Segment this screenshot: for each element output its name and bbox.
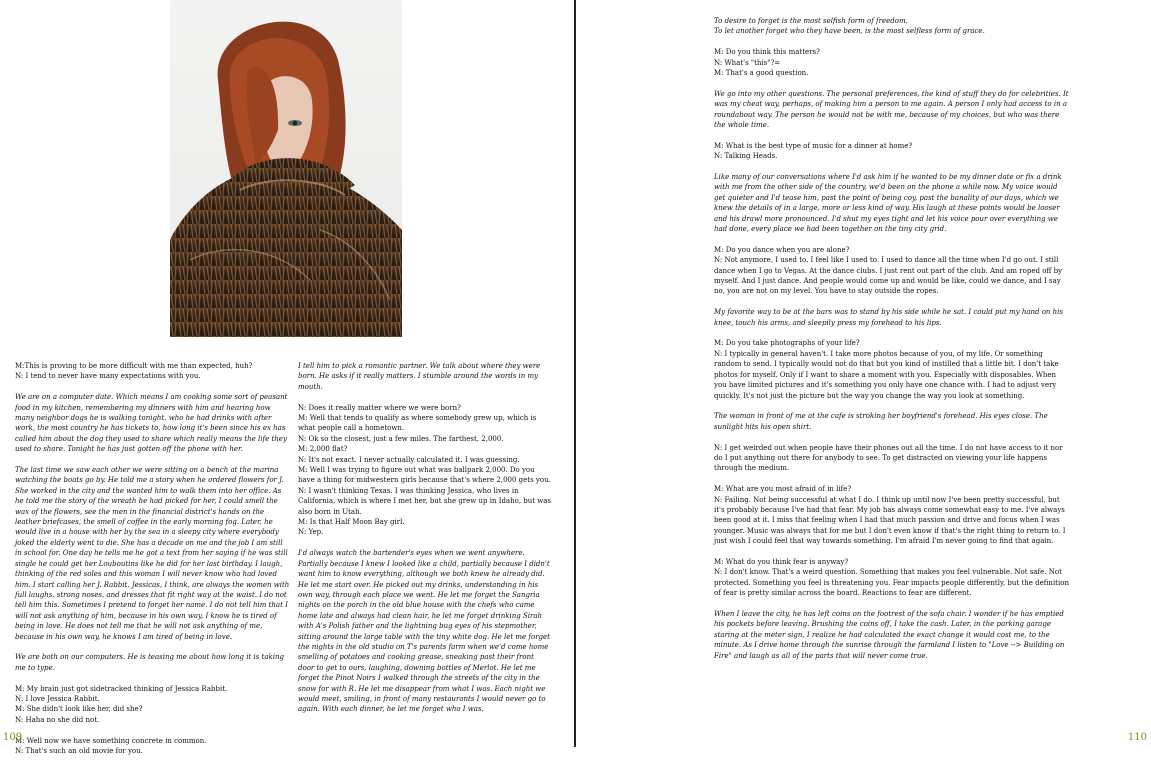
paragraph: M: My brain just got sidetracked thinking of Jessica Rabbit. N: I love Jessica Rabbit. M: She didn't look like her, did she? N: Haha no she did not. (15, 684, 228, 724)
paragraph: My favorite way to be at the bars was to stand by his side while he sat. I could put my hand on his knee, touch his arms, and sleepily press my forehead to his lips. (714, 308, 1063, 327)
paragraph: The woman in front of me at the cafe is stroking her boyfriend's forehead. His eyes close. The sunlight hits his open shirt. (714, 412, 1048, 431)
paragraph: M: Well now we have something concrete in common. N: That's such an old movie for you. (15, 736, 207, 755)
paragraph: M: What do you think fear is anyway? N: I don't know. That's a weird question. Something that makes you feel vulnerable. Not safe. Not protected. Something you feel is threatening you. Fear impacts people differently, but the definition of fear is pretty similar across the board. Reactions to fear are different. (714, 557, 1069, 598)
paragraph: We go into my other questions. The personal preferences, the kind of stuff they do for celebrities. It was my cheat way, perhaps, of making him a person to me again. A person I only had access to in a roundabout way. The person he would not be with me, because of my choices, but who was there the whole time. (714, 89, 1069, 130)
portrait-photo (170, 0, 402, 337)
paragraph: M: Do you dance when you are alone? N: Not anymore, I used to. I feel like I used to. I used to dance all the time when I'd go out. I still dance when I go to Vegas. At the dance clubs. I just rent out part of the club. And am roped off by myself. And I just dance. And people would come up and would be like, could we dance, and I say no, you are not on my level. You have to stay outside the ropes. (714, 245, 1063, 296)
left-text-column (15, 361, 290, 767)
paragraph: The last time we saw each other we were sitting on a bench at the marina watching the boats go by. He told me a story when he ordered flowers for J. She worked in the city and the wanted him to walk them into her office. As he told me the story of the wreath he had picked for her, I could smell the wax of the flowers, see the men in the financial district's hands on the leather briefcases, the smell of coffee in the early morning fog. Later, he would live in a house with her by the sea in a sleepy city where everybody joked the elderly went to die. She has a decade on me and the job I am still in school for. One day he tells me he got a text from her saying if he was still single he could get her Louboutins like he did for her last birthday. I laugh, thinking of the red soles and this woman I will never know who had loved him. I start calling her J. Rabbit. Jessicas, I think, are always the women with full laughs, strong noses, and dresses that fit right way at the waist. I do not tell him this. Sometimes I pretend to forget her name. I do not tell him that I will not ask anything of him, because in his own way, I know he is tired of being in love. He does not tell me that he will not ask anything of me, because in his own way, he knows I am tired of being in love. (15, 466, 290, 641)
portrait-illustration (170, 0, 402, 337)
paragraph: When I leave the city, he has left coins on the footrest of the sofa chair. I wonder if he has emptied his pockets before leaving. Brushing the coins off, I take the cash. Later, in the parking garage staring at the meter sign, I realize he had calculated the exact change it would cost me, to the minute. As I drive home through the sunrise through the farmland I listen to "Love --> Building on Fire" and laugh as all of the parts that will never come true. (714, 609, 1065, 660)
paragraph: M: What is the best type of music for a dinner at home? N: Talking Heads. (714, 141, 913, 161)
middle-text-column (298, 361, 552, 725)
page-number-left: 109 (3, 732, 23, 743)
paragraph: N: Does it really matter where we were born? M: Well that tends to qualify as where somebody grew up, which is what people call a hometown. N: Ok so the closest, just a few miles. The farthest, 2,000. M: 2,000 flat? N: It's not exact. I never actually calculated it. I was guessing. M: Well I was trying to figure out what was ballpark 2,000. Do you have a thing for midwestern girls because that's where 2,000 gets you. N: I wasn't thinking Texas. I was thinking Jessica, who lives in California, which is where I met her, but she grew up in Idaho, but was also born in Utah. M: Is that Half Moon Bay girl. N: Yep. (298, 403, 552, 537)
paragraph: I tell him to pick a romantic partner. We talk about where they were born. He asks if it really matters. I stumble around the words in my mouth. (298, 362, 541, 391)
paragraph: M:This is proving to be more difficult with me than expected, huh? N: I tend to never have many expectations with you. (15, 362, 253, 381)
paragraph: M: What are you most afraid of in life? N: Failing. Not being successful at what I do. I think up until now I've been pretty successful, but it's probably because I've had that fear. My job has always come somewhat easy to me. I've always been good at it. I miss that feeling when I had that much passion and drive and focus when I was younger. Music was always that for me but I don't even know if that's the right thing to return to. I just wish I could feel that way towards something. I'm afraid I'm never going to find that again. (714, 485, 1066, 546)
paragraph: M: Do you take photographs of your life? N: I typically in general haven't. I take more photos because of you, of my life. Or something random to send. I typically would not do that but you kind of instilled that a little bit. I don't take photos for myself. Only if I want to share a moment with you. Especially with disposables. When you have limited pictures and it's something you only have one chance with. I had to adjust very quickly. It's not just the picture but the way you change the way you look at something. (714, 339, 1059, 400)
paragraph: M: Do you think this matters? N: What's "this"?= M: That's a good question. (714, 48, 820, 78)
paragraph: N: I get weirded out when people have their phones out all the time. I do not have access to it nor do I put anything out there for anybody to see. To get distracted on viewing your life happens through the medium. (714, 443, 1063, 473)
epigraph: To desire to forget is the most selfish form of freedom. To let another forget who they have been, is the most selfless form of grace. (714, 17, 985, 36)
paragraph: Like many of our conversations where I'd ask him if he wanted to be my dinner date or fix a drink with me from the other side of the country, we'd been on the phone a while now. My voice would get quieter and I'd tease him, past the point of being coy, past the banality of our days, which we knew the details of in a large, more or less kind of way. His laugh at these points would be looser and his drawl more pronounced. I'd shut my eyes tight and let his voice pour over everything we had done, every place we had been together on the tiny city grid. (714, 173, 1062, 234)
right-text-column (714, 16, 1070, 671)
page-number-right: 110 (1127, 732, 1147, 743)
paragraph: We are both on our computers. He is teasing me about how long it is taking me to type. (15, 653, 284, 672)
paragraph: I'd always watch the bartender's eyes when we went anywhere. Partially because I knew I looked like a child, partially because I didn't want him to know everything, although we both knew he already did. He let me start over. He picked out my drinks, understanding in his own way, through each place we went. He let me forget the Sangria nights on the porch in the old blue house with the chefs who came home late and always had clean hair, he let me forget drinking Sirah with A's Polish father and the lightning bug eyes of his stepmother, sitting around the large table with the tiny white dog. He let me forget the nights in the old studio on T's parents farm when we'd come home smelling of potatoes and cooking grease, sneaking past their front door to get to ours, laughing, downing bottles of Merlot. He let me forget the Pinot Noirs I walked through the streets of the city in the snow for with R. He let me disappear from what I was. Each night we would meet, smiling, in front of many restaurants I would never go to again. With each dinner, he let me forget who I was. (298, 549, 550, 714)
left-page (0, 0, 574, 755)
paragraph: We are on a computer date. Which means I am cooking some sort of peasant food in my kitchen, remembering my dinners with him and hearing how many neighbor dogs he is walking tonight, who he had drinks with after work, the most country he has tickets to, how long it's been since his ex has called him about the dog they used to share which really means the life they used to share. Tonight he has just gotten off the phone with her. (15, 393, 288, 454)
